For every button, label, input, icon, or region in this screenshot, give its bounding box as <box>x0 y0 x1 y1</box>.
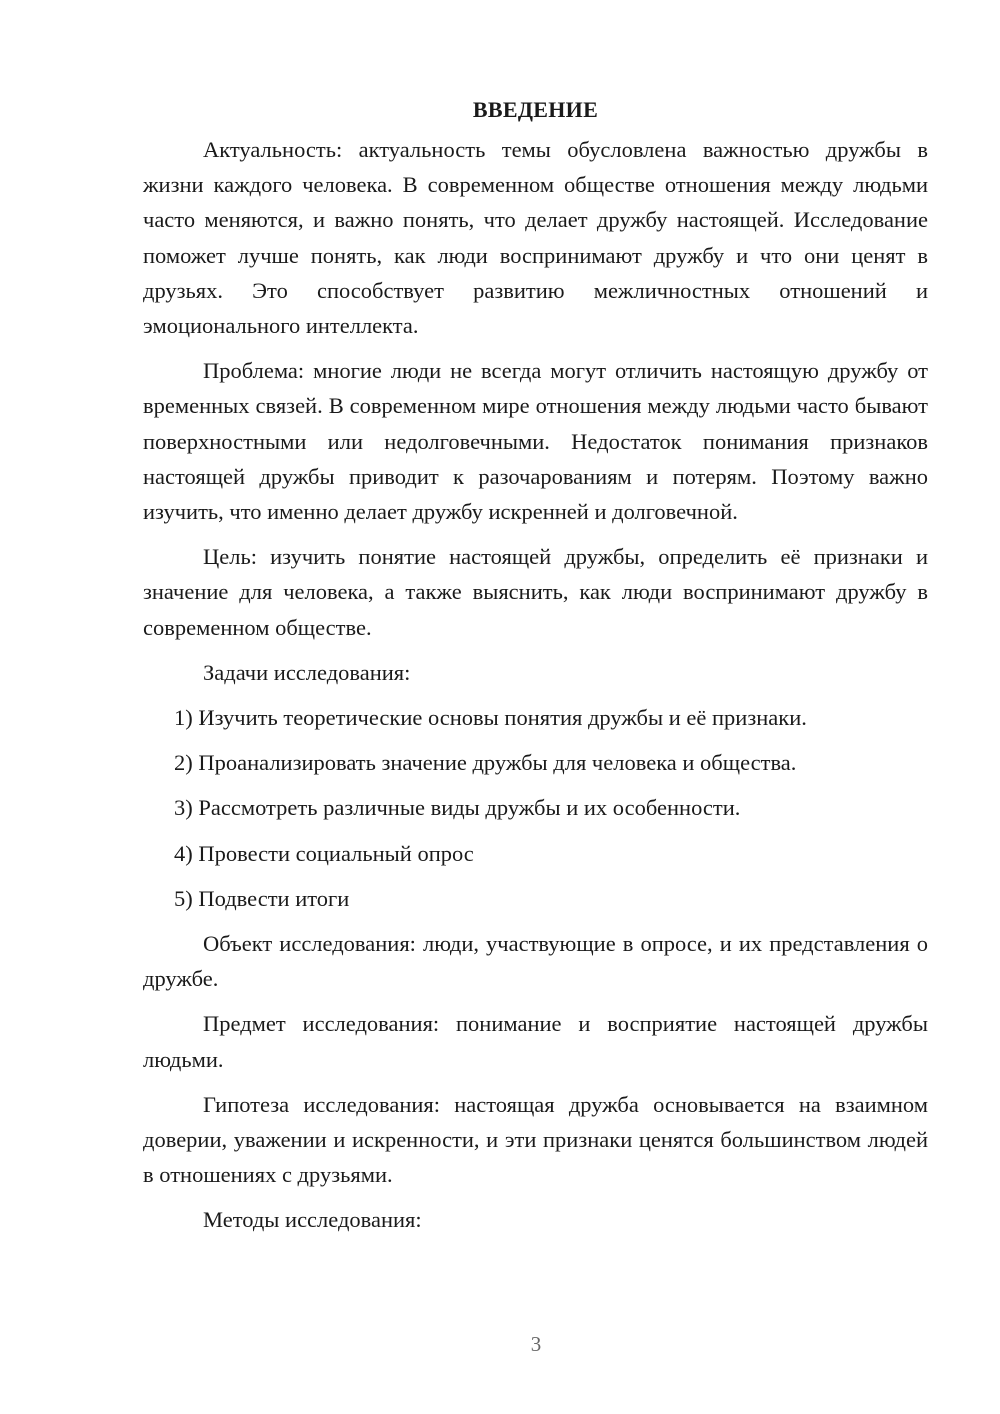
object-paragraph: Объект исследования: люди, участвующие в опросе, и их представления о дружбе. <box>143 931 928 992</box>
list-item: 2) Проанализировать значение дружбы для человека и общества. <box>174 750 797 776</box>
problem-paragraph: Проблема: многие люди не всегда могут отличить настоящую дружбу от временных связей. В современном мире отношения между людьми часто бывают поверхностными или недолговечными. Недостаток понимания признаков настоящей дружбы приводит к разочарованиям и потерям. Поэтому важно изучить, что именно делает дружбу искренней и долговечной. <box>143 358 928 525</box>
page-number: 3 <box>530 1332 542 1356</box>
section-title: ВВЕДЕНИЕ <box>472 97 599 122</box>
list-item: 4) Провести социальный опрос <box>174 840 474 866</box>
methods-heading: Методы исследования: <box>203 1207 422 1233</box>
page-content <box>143 92 928 1248</box>
list-item: 3) Рассмотреть различные виды дружбы и их особенности. <box>174 795 741 821</box>
tasks-list <box>143 700 928 916</box>
goal-paragraph: Цель: изучить понятие настоящей дружбы, определить её признаки и значение для человека, а также выяснить, как люди воспринимают дружбу в современном обществе. <box>143 544 928 640</box>
list-item: 5) Подвести итоги <box>174 885 350 911</box>
subject-paragraph: Предмет исследования: понимание и восприятие настоящей дружбы людьми. <box>143 1011 928 1072</box>
relevance-paragraph: Актуальность: актуальность темы обусловлена важностью дружбы в жизни каждого человека. В современном обществе отношения между людьми часто меняются, и важно понять, что делает дружбу настоящей. Исследование поможет лучше понять, как люди воспринимают дружбу и что они ценят в друзьях. Это способствует развитию межличностных отношений и эмоционального интеллекта. <box>143 137 928 339</box>
hypothesis-paragraph: Гипотеза исследования: настоящая дружба основывается на взаимном доверии, уважении и искренности, и эти признаки ценятся большинством людей в отношениях с друзьями. <box>143 1091 928 1188</box>
list-item: 1) Изучить теоретические основы понятия дружбы и её признаки. <box>174 705 807 731</box>
tasks-heading: Задачи исследования: <box>203 659 411 685</box>
